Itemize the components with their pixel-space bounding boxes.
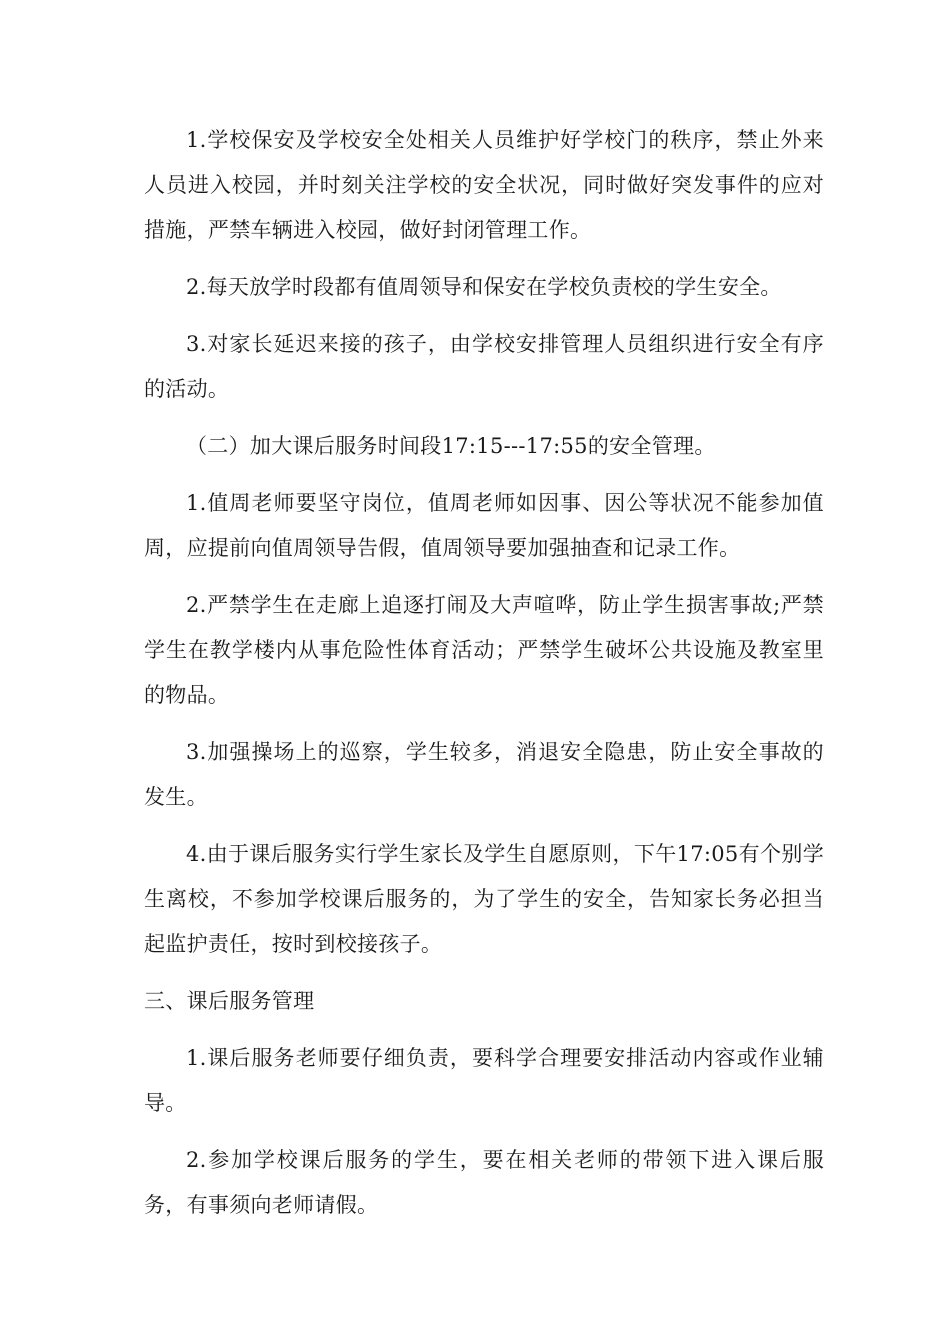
paragraph-duty-teachers: 1.值周老师要坚守岗位，值周老师如因事、因公等状况不能参加值周，应提前向值周领导告假，值周领导要加强抽查和记录工作。 — [144, 491, 824, 560]
paragraph-corridor-rules: 2.严禁学生在走廊上追逐打闹及大声喧哗，防止学生损害事故;严禁学生在教学楼内从事危险性体育活动；严禁学生破坏公共设施及教室里的物品。 — [144, 593, 824, 707]
document-body — [144, 118, 824, 1240]
paragraph-voluntary-principle: 4.由于课后服务实行学生家长及学生自愿原则，下午17:05有个别学生离校，不参加学校课后服务的，为了学生的安全，告知家长务必担当起监护责任，按时到校接孩子。 — [144, 842, 824, 956]
paragraph-service-teachers: 1.课后服务老师要仔细负责，要科学合理要安排活动内容或作业辅导。 — [144, 1046, 824, 1115]
paragraph-late-pickup: 3.对家长延迟来接的孩子，由学校安排管理人员组织进行安全有序的活动。 — [144, 332, 824, 401]
paragraph-service-students: 2.参加学校课后服务的学生，要在相关老师的带领下进入课后服务，有事须向老师请假。 — [144, 1148, 824, 1217]
paragraph-playground-patrol: 3.加强操场上的巡察，学生较多，消退安全隐患，防止安全事故的发生。 — [144, 740, 824, 809]
paragraph-dismissal-duty: 2.每天放学时段都有值周领导和保安在学校负责校的学生安全。 — [186, 275, 782, 299]
section-heading-service-management: 三、课后服务管理 — [144, 989, 315, 1013]
section-heading-after-school-safety: （二）加大课后服务时间段17:15---17:55的安全管理。 — [186, 434, 716, 458]
paragraph-gate-order: 1.学校保安及学校安全处相关人员维护好学校门的秩序，禁止外来人员进入校园，并时刻关注学校的安全状况，同时做好突发事件的应对措施，严禁车辆进入校园，做好封闭管理工作。 — [144, 128, 824, 242]
